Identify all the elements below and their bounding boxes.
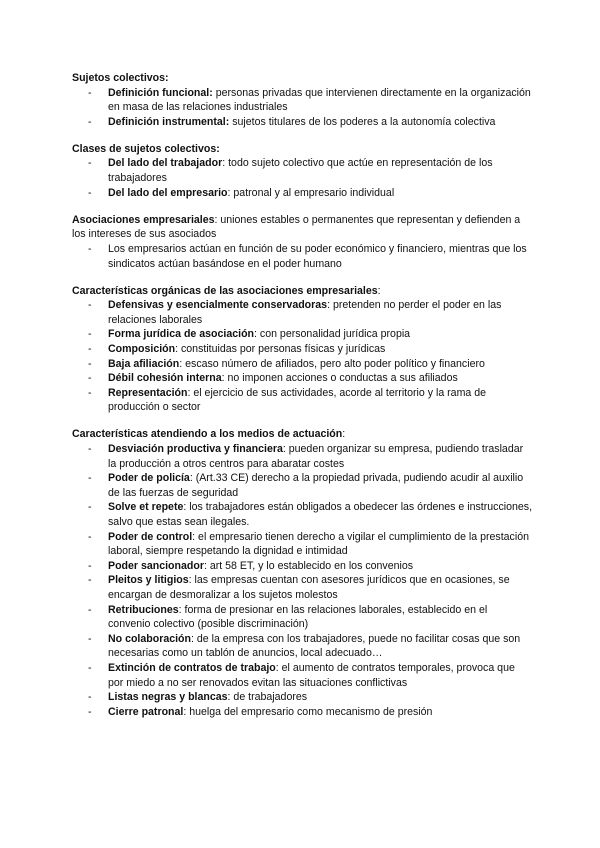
item-label: Del lado del empresario [108,186,228,199]
list-item [72,500,532,529]
dash-bullet: - [88,691,92,704]
list-item [72,115,532,130]
list-item [72,559,532,574]
dash-bullet: - [88,242,92,255]
item-label: Poder de policía [108,472,190,485]
bullet-list [72,298,532,415]
bullet-list [72,156,532,200]
item-label: Pleitos y litigios [108,574,189,587]
item-label: Representación [108,386,188,399]
item-text: personas privadas que intervienen directamente en la organización en masa de las relaciones industriales [108,86,531,114]
list-item [72,661,532,690]
dash-bullet: - [88,443,92,456]
intro-text: : uniones estables o permanentes que representan y defienden a los intereses de sus asociados [72,213,521,241]
item-label: Del lado del trabajador [108,157,223,170]
item-label: Definición instrumental: [108,115,230,128]
list-item [72,442,532,471]
section-sujetos-colectivos [72,71,532,129]
dash-bullet: - [88,661,92,674]
dash-bullet: - [88,472,92,485]
item-text: : todo sujeto colectivo que actúe en representación de los trabajadores [108,157,493,185]
dash-bullet: - [88,501,92,514]
item-text: : las empresas cuentan con asesores jurídicos que en ocasiones, se encargan de desmoralizar a los sujetos molestos [108,574,510,601]
section-heading [72,427,532,442]
dash-bullet: - [88,328,92,341]
list-item [72,471,532,500]
bullet-list [72,442,532,719]
dash-bullet: - [88,705,92,718]
item-label: Retribuciones [108,603,179,616]
list-item [72,186,532,201]
item-text: : el empresario tienen derecho a vigilar el cumplimiento de la prestación laboral, siempre respetando la dignidad e intimidad [108,530,529,558]
item-label: Desviación productiva y financiera [108,443,283,456]
list-item [72,86,532,115]
item-text: : el ejercicio de sus actividades, acorde al territorio y la rama de producción o sector [108,386,487,414]
dash-bullet: - [88,386,92,399]
item-text: : huelga del empresario como mecanismo de presión [183,705,433,718]
heading-text: Características atendiendo a los medios de actuación [72,428,343,441]
item-label: No colaboración [108,632,191,645]
section-asociaciones-empresariales [72,213,532,271]
section-heading [72,284,532,299]
item-label: Composición [108,343,176,355]
document-page [72,71,532,732]
item-text: Los empresarios actúan en función de su poder económico y financiero, mientras que los sindicatos actúan basándose en el poder humano [108,242,527,270]
section-caracteristicas-organicas [72,284,532,415]
intro-label: Asociaciones empresariales [72,213,215,226]
item-label: Defensivas y esencialmente conservadoras [108,299,328,312]
item-text: : escaso número de afiliados, pero alto poder político y financiero [179,357,485,370]
item-label: Cierre patronal [108,705,184,718]
list-item [72,156,532,185]
bullet-list [72,86,532,130]
item-text: : forma de presionar en las relaciones laborales, establecido en el convenio colectivo (posible discriminación) [108,603,488,631]
dash-bullet: - [88,115,92,128]
item-label: Poder de control [108,530,193,543]
dash-bullet: - [88,632,92,645]
list-item [72,386,532,415]
dash-bullet: - [88,530,92,543]
list-item [72,298,532,327]
item-label: Poder sancionador [108,559,204,572]
item-label: Listas negras y blancas [108,691,228,704]
section-medios-actuacion [72,427,532,719]
list-item [72,705,532,720]
heading-suffix: : [342,428,346,441]
dash-bullet: - [88,343,92,355]
bullet-list [72,242,532,271]
item-label: Débil cohesión interna [108,372,222,385]
dash-bullet: - [88,186,92,199]
list-item [72,327,532,342]
dash-bullet: - [88,603,92,616]
dash-bullet: - [88,559,92,572]
item-label: Solve et repete [108,501,184,514]
list-item [72,530,532,559]
dash-bullet: - [88,299,92,312]
list-item [72,357,532,372]
heading-suffix: : [377,284,381,297]
section-intro [72,213,532,242]
item-label: Extinción de contratos de trabajo [108,661,276,674]
item-label: Definición funcional: [108,86,213,99]
item-text: sujetos titulares de los poderes a la autonomía colectiva [229,115,496,128]
item-text: : pretenden no perder el poder en las relaciones laborales [108,299,502,326]
item-text: : de la empresa con los trabajadores, puede no facilitar cosas que son necesarias como un tablón de anuncios, local adecuado… [108,632,521,660]
list-item [72,573,532,602]
item-text: : los trabajadores están obligados a obedecer las órdenes e instrucciones, salvo que estas sean ilegales. [108,501,533,529]
section-clases-sujetos [72,142,532,200]
dash-bullet: - [88,574,92,587]
section-heading: Sujetos colectivos: [72,72,169,84]
section-heading: Clases de sujetos colectivos: [72,142,220,155]
item-text: : el aumento de contratos temporales, provoca que por miedo a no ser renovados evitan las situaciones conflictivas [108,661,515,689]
list-item [72,632,532,661]
item-text: : de trabajadores [227,691,308,704]
list-item [72,242,532,271]
dash-bullet: - [88,357,92,370]
list-item [72,342,532,357]
dash-bullet: - [88,372,92,385]
dash-bullet: - [88,86,92,99]
item-text: : no imponen acciones o conductas a sus afiliados [221,372,458,385]
item-text: : (Art.33 CE) derecho a la propiedad privada, pudiendo acudir al auxilio de las fuerzas de seguridad [108,472,524,499]
list-item [72,371,532,386]
item-text: : patronal y al empresario individual [227,186,395,199]
item-text: : constituidas por personas físicas y jurídicas [175,343,386,355]
dash-bullet: - [88,157,92,170]
heading-text: Características orgánicas de las asociaciones empresariales [72,284,378,297]
item-text: : pueden organizar su empresa, pudiendo trasladar la producción a otros centros para abaratar costes [108,443,524,470]
item-text: : art 58 ET, y lo establecido en los convenios [203,559,414,572]
list-item [72,603,532,632]
list-item [72,690,532,705]
item-label: Forma jurídica de asociación [108,328,255,341]
item-label: Baja afiliación [108,357,180,370]
item-text: : con personalidad jurídica propia [254,328,411,341]
